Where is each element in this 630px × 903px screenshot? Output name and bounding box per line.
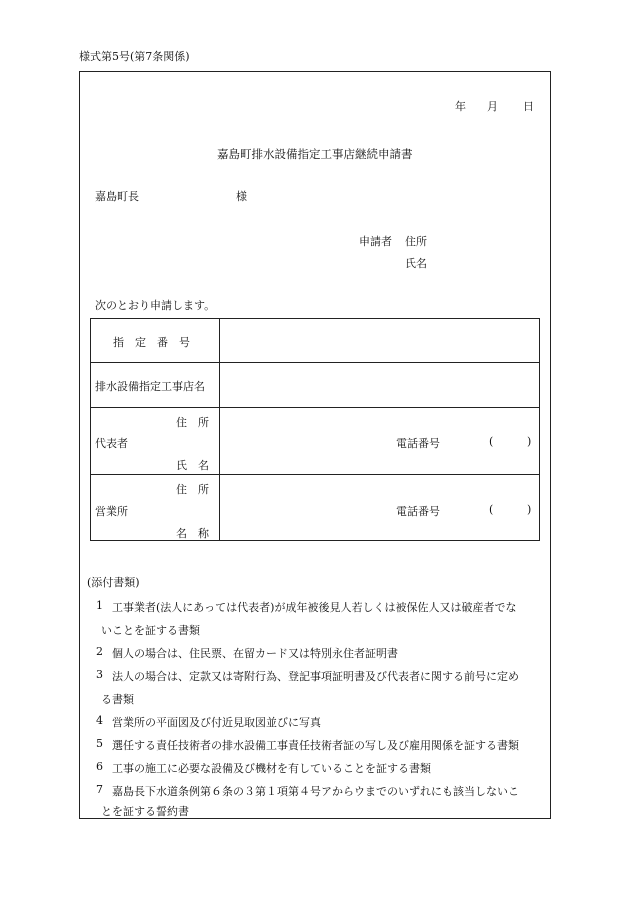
attachment-number: 6 bbox=[96, 760, 103, 773]
addressee-name: 嘉島町長 bbox=[95, 190, 139, 203]
representative-phone-label: 電話番号 bbox=[396, 437, 440, 450]
attachment-number: 1 bbox=[96, 599, 103, 612]
representative-name-label: 氏 名 bbox=[176, 459, 209, 472]
attachment-text: 工事業者(法人にあっては代表者)が成年被後見人若しくは被保佐人又は破産者でな bbox=[112, 601, 517, 614]
document-title: 嘉島町排水設備指定工事店継続申請書 bbox=[217, 147, 413, 161]
attachment-text-continued: いことを証する書類 bbox=[101, 624, 200, 637]
attachment-number: 3 bbox=[96, 668, 103, 681]
table-row-divider bbox=[91, 474, 539, 475]
applicant-label: 申請者 bbox=[359, 235, 392, 248]
intro-text: 次のとおり申請します。 bbox=[95, 299, 216, 312]
attachment-number: 2 bbox=[96, 645, 103, 658]
representative-phone-paren-close: ) bbox=[527, 435, 532, 448]
attachment-text: 営業所の平面図及び付近見取図並びに写真 bbox=[112, 716, 321, 729]
attachment-text: 個人の場合は、住民票、在留カード又は特別永住者証明書 bbox=[112, 647, 398, 660]
date-year-label: 年 bbox=[455, 100, 466, 113]
attachments-heading: (添付書類) bbox=[87, 576, 140, 589]
office-address-label: 住 所 bbox=[176, 483, 209, 496]
attachment-text-continued: る書類 bbox=[101, 693, 134, 706]
form-number-label: 様式第5号(第7条関係) bbox=[79, 50, 190, 63]
office-name-label: 名 称 bbox=[176, 527, 209, 540]
attachment-number: 7 bbox=[96, 783, 103, 796]
attachment-number: 5 bbox=[96, 737, 103, 750]
representative-phone-paren-open: ( bbox=[489, 435, 494, 448]
attachment-text: 選任する責任技術者の排水設備工事責任技術者証の写し及び雇用関係を証する書類 bbox=[112, 739, 519, 752]
attachment-text: 工事の施工に必要な設備及び機材を有していることを証する書類 bbox=[112, 762, 431, 775]
office-phone-paren-close: ) bbox=[527, 503, 532, 516]
applicant-address-label: 住所 bbox=[405, 235, 427, 248]
table-column-divider bbox=[219, 319, 220, 540]
application-table bbox=[90, 318, 540, 541]
store-name-label: 排水設備指定工事店名 bbox=[95, 380, 205, 393]
date-month-label: 月 bbox=[487, 100, 498, 113]
designation-number-label: 指 定 番 号 bbox=[113, 336, 190, 349]
applicant-name-label: 氏名 bbox=[405, 257, 427, 270]
office-label: 営業所 bbox=[95, 505, 128, 518]
table-row-divider bbox=[91, 407, 539, 408]
attachment-text: 法人の場合は、定款又は寄附行為、登記事項証明書及び代表者に関する前号に定め bbox=[112, 670, 519, 683]
representative-label: 代表者 bbox=[95, 437, 128, 450]
addressee-honorific: 様 bbox=[236, 190, 247, 203]
attachment-text: 嘉島長下水道条例第６条の３第１項第４号アからウまでのいずれにも該当しないこ bbox=[112, 785, 519, 798]
date-day-label: 日 bbox=[523, 100, 534, 113]
table-row-divider bbox=[91, 362, 539, 363]
representative-address-label: 住 所 bbox=[176, 416, 209, 429]
attachment-number: 4 bbox=[96, 714, 103, 727]
office-phone-paren-open: ( bbox=[489, 503, 494, 516]
attachment-text-continued: とを証する誓約書 bbox=[101, 805, 189, 818]
office-phone-label: 電話番号 bbox=[396, 505, 440, 518]
